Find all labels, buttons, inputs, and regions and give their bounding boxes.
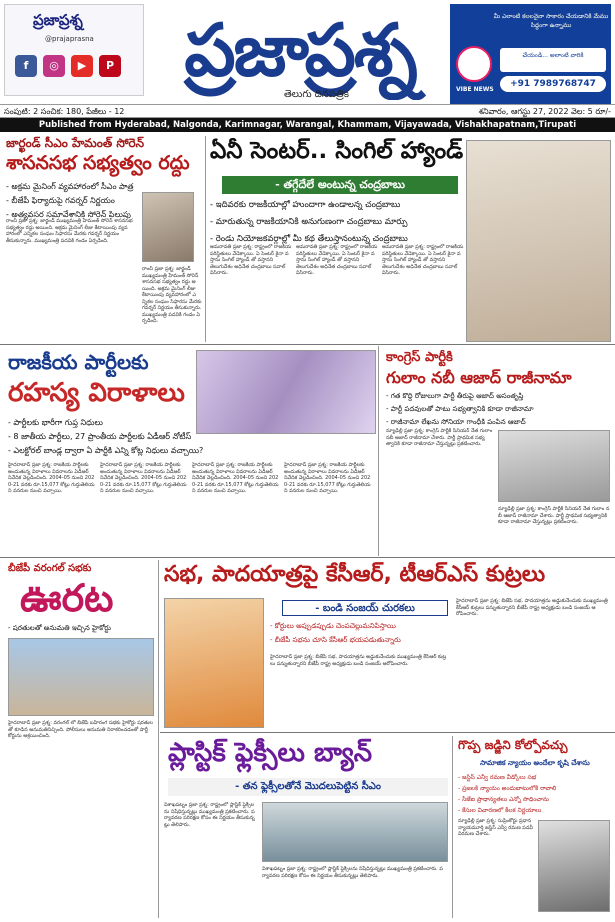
azad-photo	[498, 430, 610, 502]
story2-bullet: - రెండు నియోజకవర్గాల్లో మీ కథ తేలుస్తానంటున్న చంద్రబాబు	[210, 234, 408, 244]
story1-body: రాంచీ ప్రజా ప్రశ్న: జార్ఖండ్ ముఖ్యమంత్రి హేమంత్ సోరెన్ శాసనసభ సభ్యత్వం రద్దు అయింది. అక్రమ మైనింగ్ లీజు కేటాయింపు వ్యవహారంలో ఎన్నికల సంఘం సిఫారసు మేరకు గవర్నర్ నిర్ణయం తీసుకున్నారు. ముఖ్యమంత్రి పదవికి గండం ఏర్పడింది.	[6, 218, 133, 244]
ramana-photo	[538, 820, 610, 912]
story8-subheadline: సామాజిక న్యాయం అందేలా కృషి చేశాను	[458, 756, 612, 770]
story3-bullet: - 8 జాతీయ పార్టీలు, 27 ప్రాంతీయ పార్టీలకు ఏడీఆర్ నోటీస్	[8, 432, 192, 441]
story1-headline: శాసనసభ సభ్యత్వం రద్దు	[6, 152, 190, 174]
column-divider	[205, 136, 206, 342]
story2-bullets	[210, 200, 470, 246]
story8-bullet: - ప్రజలకి న్యాయం అందుబాటులోకి రావాలి	[458, 785, 557, 792]
story6-body-col2: హైదరాబాద్ ప్రజా ప్రశ్న: బీజేపీ సభ, పాదయాత్రను అడ్డుకునేందుకు ముఖ్యమంత్రి కేసీఆర్ కుట్రలు పన్నుతున్నారని బీజేపీ రాష్ట్ర అధ్యక్షుడు బండి సంజయ్ ఆరోపించారు.	[456, 598, 608, 617]
story2-headline: ఏనీ సెంటర్.. సింగిల్ హ్యాండ్	[210, 138, 464, 164]
story2-body-col2: అమరావతి ప్రజా ప్రశ్న: రాష్ట్రంలో రాజకీయ పరిస్థితులు వేడెక్కాయి. ఏ సెంటర్ కైనా వస్తాను సింగిల్ హ్యాండ్ తో వస్తానని తెలుగుదేశం అధినేత చంద్రబాబు సవాల్ విసిరారు.	[296, 244, 378, 276]
story4-headline: గులాం నబీ ఆజాద్ రాజీనామా	[386, 368, 572, 387]
story3-body-col1: హైదరాబాద్ ప్రజా ప్రశ్న: రాజకీయ పార్టీలకు అందుతున్న విరాళాలు వివరాలను ఏడీఆర్ నివేదిక వెల్లడించింది. 2004-05 నుంచి 2020-21 వరకు రూ.15,077 కోట్లు గుర్తుతెలియని వనరుల నుంచి వచ్చాయి.	[8, 462, 95, 494]
section-divider	[160, 732, 615, 733]
story3-bullet: - ఎలక్టోరల్ బాండ్ల ద్వారా ఏ పార్టీకి ఎన్ని కోట్ల నిధులు వచ్చాయి?	[8, 446, 204, 455]
story5-headline: ఊరట	[20, 576, 114, 620]
story2-bullet: - ఇదివరకు రాజకీయాల్లో హుందాగా ఉండాలన్న చంద్రబాబు	[210, 200, 401, 210]
vibe-logo-icon	[456, 46, 492, 82]
story6-body: హైదరాబాద్ ప్రజా ప్రశ్న: బీజేపీ సభ, పాదయాత్రను అడ్డుకునేందుకు ముఖ్యమంత్రి కేసీఆర్ కుట్రలు పన్నుతున్నారని బీజేపీ రాష్ట్ర అధ్యక్షుడు బండి సంజయ్ ఆరోపించారు.	[270, 654, 447, 667]
social-handle: @prajaprasna	[45, 35, 94, 43]
column-divider	[158, 560, 159, 918]
story8-headline: గొప్ప జడ్జిని కోల్పోవచ్చు	[458, 738, 568, 752]
story3-body-col4: హైదరాబాద్ ప్రజా ప్రశ్న: రాజకీయ పార్టీలకు అందుతున్న విరాళాలు వివరాలను ఏడీఆర్ నివేదిక వెల్లడించింది. 2004-05 నుంచి 2020-21 వరకు రూ.15,077 కోట్లు గుర్తుతెలియని వనరుల నుంచి వచ్చాయి.	[284, 462, 371, 494]
story1-body-col2: రాంచీ ప్రజా ప్రశ్న: జార్ఖండ్ ముఖ్యమంత్రి హేమంత్ సోరెన్ శాసనసభ సభ్యత్వం రద్దు అయింది. అక్రమ మైనింగ్ లీజు కేటాయింపు వ్యవహారంలో ఎన్నికల సంఘం సిఫారసు మేరకు గవర్నర్ నిర్ణయం తీసుకున్నారు. ముఖ్యమంత్రి పదవికి గండం ఏర్పడింది.	[142, 266, 202, 324]
column-divider	[452, 736, 453, 918]
story5-kicker: బీజేపీ వరంగల్ సభకు	[8, 563, 92, 574]
story6-bullet: - బీజేపీ సభను చూసి కేసీఆర్ భయపడుతున్నారు	[270, 636, 401, 644]
section-divider	[0, 344, 615, 345]
story8-bullet: - సీజేఐ ప్రాధాన్యతలు ఎన్నో సాధించాను	[458, 796, 550, 803]
story8-body: న్యూఢిల్లీ ప్రజా ప్రశ్న: సుప్రీంకోర్టు ప్రధాన న్యాయమూర్తి జస్టిస్ ఎన్వీ రమణ పదవీ విరమణ చేశారు.	[458, 818, 533, 837]
story3-bullets	[8, 418, 268, 457]
chandrababu-photo	[466, 140, 611, 342]
story1-bullet: - అత్యవసర సమావేశానికి సోరెన్ పిలుపు	[6, 210, 131, 219]
soren-photo	[142, 192, 194, 262]
story1-bullet: - బీజేపీ ఫిర్యాదుపై గవర్నర్ నిర్ణయం	[6, 196, 115, 205]
story5-body: హైదరాబాద్ ప్రజా ప్రశ్న: వరంగల్ లో బీజేపీ బహిరంగ సభకు హైకోర్టు షరతులతో కూడిన అనుమతినిచ్చింది. పోలీసులు అనుమతి నిరాకరించడంతో పార్టీ కోర్టును ఆశ్రయించింది.	[8, 720, 153, 739]
story1-bullet: - అక్రమ మైనింగ్ వ్యవహారంలో సీఎం పాత్ర	[6, 182, 134, 191]
volume-issue: సంపుటి: 2 సంచిక: 180, పేజీలు - 12	[4, 107, 125, 116]
story8-bullet: - జస్టిస్ ఎన్వీ రమణ వీడ్కోలు సభ	[458, 774, 537, 781]
ad-phone[interactable]: +91 7989768747	[500, 76, 606, 92]
advertisement[interactable]	[450, 4, 611, 104]
masthead-subtitle: తెలుగు దినపత్రిక	[284, 89, 350, 100]
bandi-sanjay-photo	[164, 598, 264, 728]
ad-tagline: మీ ఎలాంటి కలలనైనా సాకారం చేయడానికి మేము సిద్ధంగా ఉన్నాము	[493, 13, 609, 29]
story6-subheadline: - బండి సంజయ్ చురకలు	[282, 600, 448, 616]
youtube-icon[interactable]: ▶	[71, 55, 93, 77]
dateline	[0, 104, 615, 118]
story6-bullets	[270, 622, 450, 646]
story1-kicker: జార్ఖండ్ సీఎం హేమంత్ సోరెన్	[6, 136, 145, 150]
story4-bullet: - గత కొద్ది రోజులుగా పార్టీ తీరుపై ఆజాద్ అసంతృప్తి	[386, 392, 524, 400]
story4-body-col2: న్యూఢిల్లీ ప్రజా ప్రశ్న: కాంగ్రెస్ పార్టీకి సీనియర్ నేత గులాం నబీ ఆజాద్ రాజీనామా చేశారు. పార్టీ ప్రాథమిక సభ్యత్వానికి కూడా రాజీనామా చేస్తున్నట్లు ప్రకటించారు.	[498, 506, 610, 525]
story2-body-col3: అమరావతి ప్రజా ప్రశ్న: రాష్ట్రంలో రాజకీయ పరిస్థితులు వేడెక్కాయి. ఏ సెంటర్ కైనా వస్తాను సింగిల్ హ్యాండ్ తో వస్తానని తెలుగుదేశం అధినేత చంద్రబాబు సవాల్ విసిరారు.	[382, 244, 464, 276]
pinterest-icon[interactable]: P	[99, 55, 121, 77]
story6-headline: సభ, పాదయాత్రపై కేసీఆర్, టీఆర్ఎస్ కుట్రలు	[164, 562, 546, 587]
story3-bullet: - పార్టీలకు భారీగా గుప్త నిధులు	[8, 418, 103, 427]
story4-body: న్యూఢిల్లీ ప్రజా ప్రశ్న: కాంగ్రెస్ పార్టీకి సీనియర్ నేత గులాం నబీ ఆజాద్ రాజీనామా చేశారు. పార్టీ ప్రాథమిక సభ్యత్వానికి కూడా రాజీనామా చేస్తున్నట్లు ప్రకటించారు.	[386, 428, 493, 447]
instagram-icon[interactable]: ◎	[43, 55, 65, 77]
column-divider	[378, 346, 379, 556]
facebook-icon[interactable]: f	[15, 55, 37, 77]
issue-date-price: శనివారం, ఆగస్టు 27, 2022 వెల: 5 రూ/-	[478, 107, 611, 116]
published-from-bar: Published from Hyderabad, Nalgonda, Karimnagar, Warangal, Khammam, Vijayawada, Vishakhapatnam,Tirupati	[0, 118, 615, 132]
story6-bullet: - కోర్టులు అప్పుడప్పుడు చెంపచెల్లుమనిపిస్తాయి	[270, 622, 396, 630]
story8-bullet: - కేసుల విచారణలో కీలక నిర్ణయాలు	[458, 807, 542, 814]
story7-body: విశాఖపట్నం ప్రజా ప్రశ్న: రాష్ట్రంలో ప్లాస్టిక్ ఫ్లెక్సీలను నిషేధిస్తున్నట్లు ముఖ్యమంత్రి ప్రకటించారు. పర్యావరణ పరిరక్షణ కోసం ఈ నిర్ణయం తీసుకున్నట్లు తెలిపారు.	[164, 802, 255, 828]
section-divider	[0, 557, 615, 558]
story7-body-col2: విశాఖపట్నం ప్రజా ప్రశ్న: రాష్ట్రంలో ప్లాస్టిక్ ఫ్లెక్సీలను నిషేధిస్తున్నట్లు ముఖ్యమంత్రి ప్రకటించారు. పర్యావరణ పరిరక్షణ కోసం ఈ నిర్ణయం తీసుకున్నట్లు తెలిపారు.	[262, 866, 443, 879]
story3-headline-line2: రహస్య విరాళాలు	[8, 378, 185, 408]
story4-bullets	[386, 392, 612, 428]
story2-subheadline: - తగ్గేదేలే అంటున్న చంద్రబాబు	[222, 176, 458, 194]
story4-bullet: - పార్టీ పదవులతో పాటు సభ్యత్వానికి కూడా రాజీనామా	[386, 405, 534, 413]
story2-bullet: - మారుతున్న రాజకీయానికి అనుగుణంగా చంద్రబాబు మార్పు	[210, 217, 408, 227]
story7-headline: ప్లాస్టిక్ ఫ్లెక్సీలు బ్యాన్	[168, 738, 373, 768]
brand-logo-box	[4, 4, 144, 96]
masthead-title: ప్రజాప్రశ్న	[184, 8, 416, 92]
story8-bullets	[458, 774, 612, 815]
ad-card: చేయండి... అలాంటి వారికి	[500, 48, 606, 72]
cm-event-photo	[262, 802, 448, 862]
story4-kicker: కాంగ్రెస్ పార్టీకి	[386, 350, 453, 365]
story5-bullet: - షరతులతో అనుమతి ఇచ్చిన హైకోర్టు	[8, 624, 111, 632]
story3-body-col2: హైదరాబాద్ ప్రజా ప్రశ్న: రాజకీయ పార్టీలకు అందుతున్న విరాళాలు వివరాలను ఏడీఆర్ నివేదిక వెల్లడించింది. 2004-05 నుంచి 2020-21 వరకు రూ.15,077 కోట్లు గుర్తుతెలియని వనరుల నుంచి వచ్చాయి.	[100, 462, 187, 494]
high-court-photo	[8, 638, 154, 716]
story3-body-col3: హైదరాబాద్ ప్రజా ప్రశ్న: రాజకీయ పార్టీలకు అందుతున్న విరాళాలు వివరాలను ఏడీఆర్ నివేదిక వెల్లడించింది. 2004-05 నుంచి 2020-21 వరకు రూ.15,077 కోట్లు గుర్తుతెలియని వనరుల నుంచి వచ్చాయి.	[192, 462, 279, 494]
brand-small-title: ప్రజాప్రశ్న	[33, 11, 83, 29]
story2-body-col1: అమరావతి ప్రజా ప్రశ్న: రాష్ట్రంలో రాజకీయ పరిస్థితులు వేడెక్కాయి. ఏ సెంటర్ కైనా వస్తాను సింగిల్ హ్యాండ్ తో వస్తానని తెలుగుదేశం అధినేత చంద్రబాబు సవాల్ విసిరారు.	[210, 244, 292, 276]
story4-bullet: - రాజీనామా లేఖను సోనియా గాంధీకి పంపిన ఆజాద్	[386, 418, 526, 426]
ad-logo-text: VIBE NEWS	[456, 86, 494, 93]
story3-headline-line1: రాజకీయ పార్టీలకు	[8, 350, 149, 374]
story7-subheadline: - తన ఫ్లెక్సీలతోనే మొదలుపెట్టిన సీఎం	[168, 778, 448, 796]
